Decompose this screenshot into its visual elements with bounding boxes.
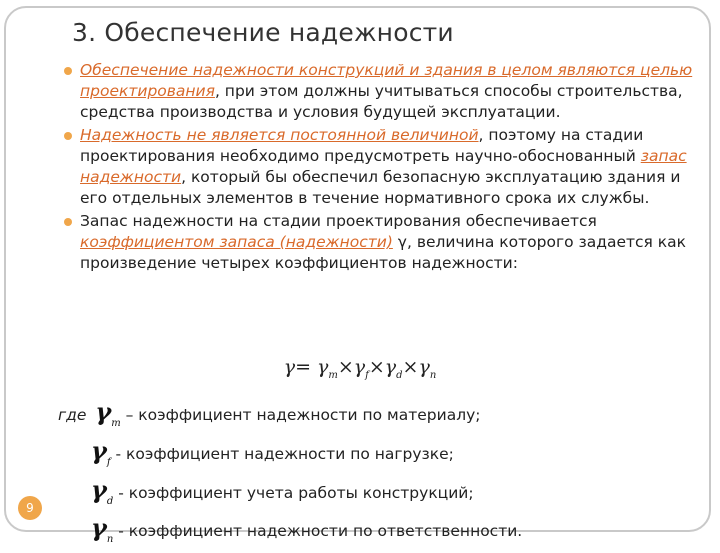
formula-equals: = [295, 356, 318, 378]
definition-text: - коэффициент надежности по нагрузке; [115, 444, 454, 463]
bullet-item-3 [64, 211, 694, 274]
bullet-item-2 [64, 125, 694, 209]
gamma-glyph: γ [91, 474, 107, 504]
bullet-dot-icon [64, 132, 72, 140]
gamma-glyph: γ [95, 397, 112, 426]
highlight-text: Надежность не является постоянной величиной [80, 126, 479, 144]
highlight-text: запас надежности [80, 147, 687, 186]
gamma-glyph: γ [91, 435, 107, 465]
formula-gamma: γ [384, 356, 397, 378]
formula-sub: n [429, 369, 437, 381]
formula-sub: m [328, 369, 338, 381]
definitions-list [58, 398, 522, 553]
bullet-text: , который бы обеспечил безопасную эксплуатацию здания и его отдельных элементов в течение нормативного срока их службы. [80, 168, 681, 207]
bullet-text: , при этом должны учитываться способы строительства, средства производства и условия будущей эксплуатации. [80, 82, 683, 121]
gamma-sub: n [106, 534, 114, 546]
bullet-text: Запас надежности на стадии проектирования обеспечивается [80, 212, 597, 230]
where-label: где [58, 406, 87, 424]
definition-text: – коэффициент надежности по материалу; [125, 406, 481, 424]
formula-gamma: γ [353, 356, 366, 378]
formula-gamma: γ [317, 356, 329, 378]
slide-title: 3. Обеспечение надежности [72, 18, 454, 47]
formula-lhs: γ [283, 356, 296, 378]
formula-times: × [402, 356, 419, 378]
definition-row [58, 398, 522, 437]
highlight-text: коэффициентом запаса (надежности) [80, 233, 393, 251]
bullet-item-1 [64, 60, 694, 123]
bullet-text: , поэтому на стадии проектирования необходимо предусмотреть научно-обоснованный [80, 126, 644, 165]
definition-text: - коэффициент учета работы конструкций; [118, 483, 474, 502]
formula-gamma: γ [418, 356, 430, 378]
definition-text: - коэффициент надежности по ответственности. [118, 522, 523, 541]
definition-row [58, 437, 522, 476]
formula-sub: f [365, 369, 369, 381]
gamma-symbol [95, 397, 121, 429]
reliability-formula [0, 356, 720, 381]
gamma-glyph: γ [91, 513, 107, 543]
gamma-sub: f [106, 456, 111, 468]
gamma-sub: d [106, 495, 114, 507]
gamma-symbol [91, 513, 114, 546]
gamma-sub: m [111, 417, 121, 429]
formula-sub: d [396, 369, 403, 381]
highlight-text: Обеспечение надежности конструкций и здания в целом являются целью проектирования [80, 61, 693, 100]
gamma-symbol [91, 474, 114, 507]
bullet-dot-icon [64, 218, 72, 226]
definition-row [58, 476, 522, 515]
page-number-badge: 9 [18, 496, 42, 520]
formula-times: × [368, 356, 385, 378]
formula-times: × [337, 356, 354, 378]
bullet-text: γ, величина которого задается как произведение четырех коэффициентов надежности: [80, 233, 687, 272]
gamma-symbol [91, 435, 111, 468]
definition-row [58, 514, 522, 553]
bullet-dot-icon [64, 67, 72, 75]
bullet-list [64, 60, 694, 276]
